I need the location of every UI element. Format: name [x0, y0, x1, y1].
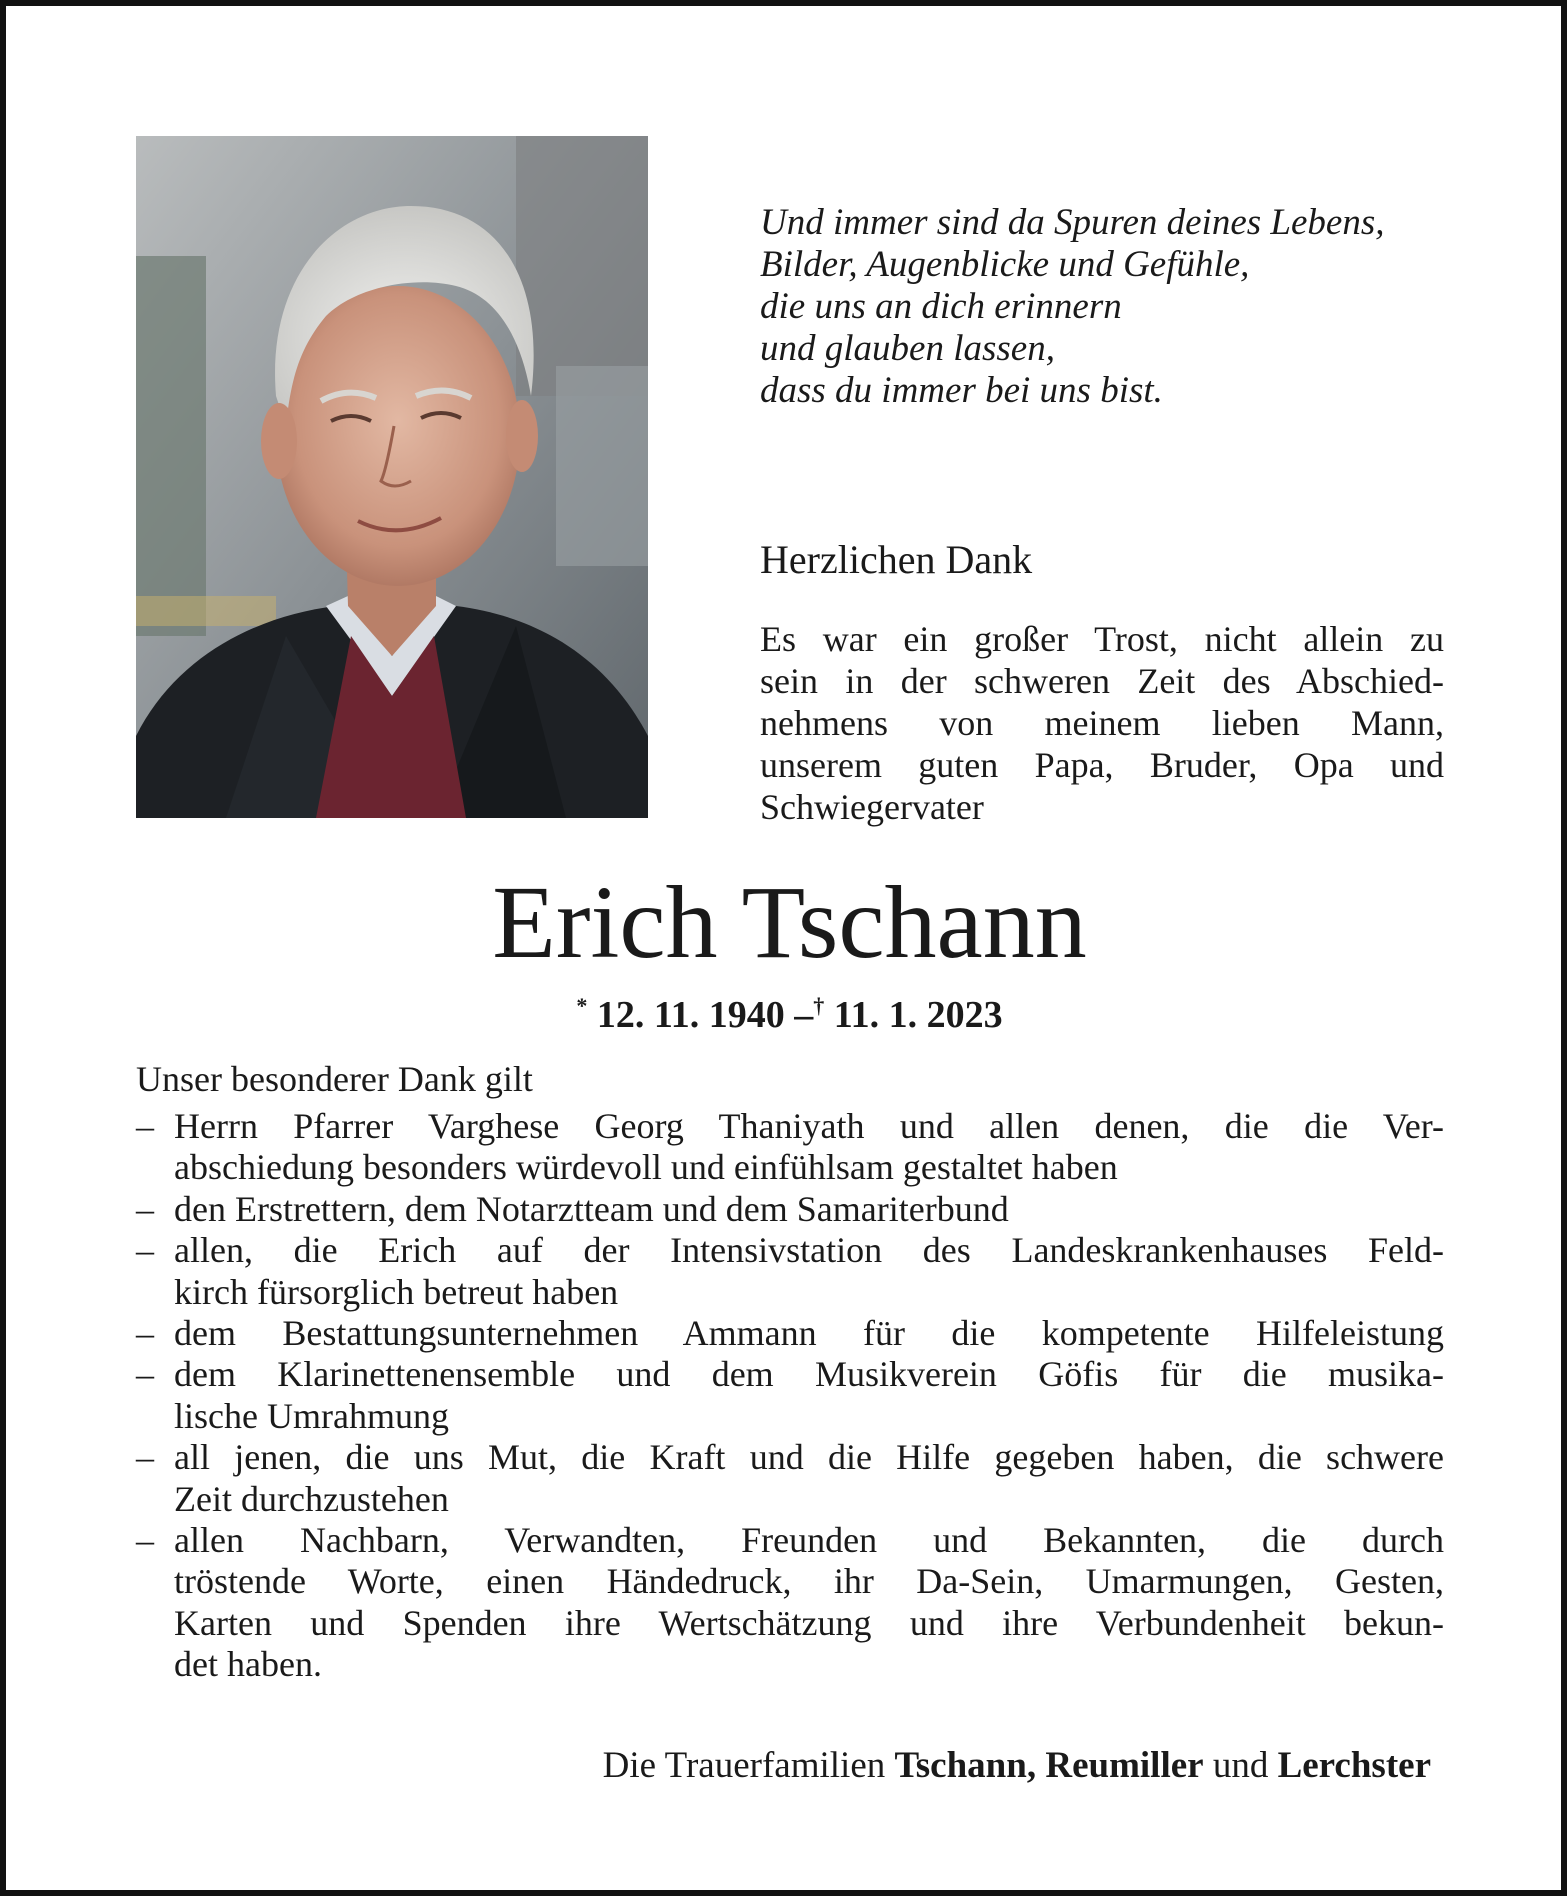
intro-line: sein in der schweren Zeit des Abschied-: [760, 661, 1444, 701]
intro-line: unserem guten Papa, Bruder, Opa und: [760, 745, 1444, 785]
list-item: [136, 1313, 1444, 1354]
life-dates: [6, 984, 1567, 1037]
list-item-line: dem Klarinettenensemble und dem Musikverein Göfis für die musika-: [174, 1354, 1444, 1395]
list-item-line: kirch fürsorglich betreut haben: [174, 1271, 619, 1312]
poem-line: dass du immer bei uns bist.: [760, 370, 1163, 411]
list-item-line: lische Umrahmung: [174, 1395, 449, 1436]
gratitude-intro: Unser besonderer Dank gilt: [136, 1059, 533, 1099]
intro-line: Es war ein großer Trost, nicht allein zu: [760, 619, 1444, 659]
poem-line: und glauben lassen,: [760, 328, 1055, 369]
deceased-name: Erich Tschann: [492, 865, 1087, 980]
list-item-line: abschiedung besonders würdevoll und einfühlsam gestaltet haben: [174, 1147, 1118, 1188]
list-item-line: allen, die Erich auf der Intensivstation des Landeskrankenhauses Feld-: [174, 1230, 1444, 1271]
birth-symbol: *: [576, 993, 588, 1018]
list-item-line: dem Bestattungsunternehmen Ammann für die kompetente Hilfeleistung: [174, 1313, 1444, 1354]
family-name: Lerchster: [1277, 1745, 1431, 1786]
list-item: [136, 1354, 1444, 1437]
list-item: [136, 1230, 1444, 1313]
poem-line: Bilder, Augenblicke und Gefühle,: [760, 244, 1250, 285]
poem-line: die uns an dich erinnern: [760, 286, 1122, 327]
gratitude-list: [136, 1106, 1444, 1686]
list-dash: –: [136, 1313, 154, 1354]
signature: [603, 1744, 1431, 1788]
list-item-line: Herrn Pfarrer Varghese Georg Thaniyath und allen denen, die die Ver-: [174, 1106, 1444, 1146]
signature-prefix: Die Trauerfamilien: [602, 1745, 886, 1786]
death-symbol: †: [813, 993, 825, 1018]
list-item-line: tröstende Worte, einen Händedruck, ihr Da-Sein, Umarmungen, Gesten,: [174, 1561, 1444, 1602]
list-item-line: det haben.: [174, 1644, 322, 1685]
intro-paragraph: [760, 618, 1444, 828]
list-item: [136, 1520, 1444, 1686]
signature-connector: und: [1212, 1745, 1269, 1786]
death-date: 11. 1. 2023: [833, 994, 1003, 1036]
list-item: [136, 1106, 1444, 1189]
list-dash: –: [136, 1437, 154, 1478]
intro-line: nehmens von meinem lieben Mann,: [760, 703, 1444, 743]
list-dash: –: [136, 1188, 154, 1229]
portrait-illustration: [136, 136, 648, 818]
list-item-line: den Erstrettern, dem Notarztteam und dem Samariterbund: [174, 1188, 1009, 1229]
portrait-photo: [136, 136, 648, 818]
list-dash: –: [136, 1354, 154, 1395]
list-item-line: allen Nachbarn, Verwandten, Freunden und Bekannten, die durch: [174, 1520, 1444, 1561]
date-separator: –: [794, 994, 814, 1036]
list-item-line: Zeit durchzustehen: [174, 1478, 449, 1519]
list-item: [136, 1189, 1444, 1230]
list-item-line: all jenen, die uns Mut, die Kraft und die Hilfe gegeben haben, die schwere: [174, 1437, 1444, 1478]
poem-verse: [760, 202, 1460, 412]
family-name: Reumiller: [1045, 1745, 1204, 1786]
list-item: [136, 1437, 1444, 1520]
intro-line: Schwiegervater: [760, 787, 984, 827]
list-item-line: Karten und Spenden ihre Wertschätzung und ihre Verbundenheit bekun-: [174, 1602, 1444, 1643]
list-dash: –: [136, 1106, 154, 1146]
thanks-heading: Herzlichen Dank: [760, 537, 1033, 582]
birth-date: 12. 11. 1940: [596, 994, 785, 1036]
poem-line: Und immer sind da Spuren deines Lebens,: [760, 202, 1385, 243]
family-name: Tschann,: [894, 1745, 1037, 1786]
list-dash: –: [136, 1230, 154, 1271]
list-dash: –: [136, 1520, 154, 1561]
